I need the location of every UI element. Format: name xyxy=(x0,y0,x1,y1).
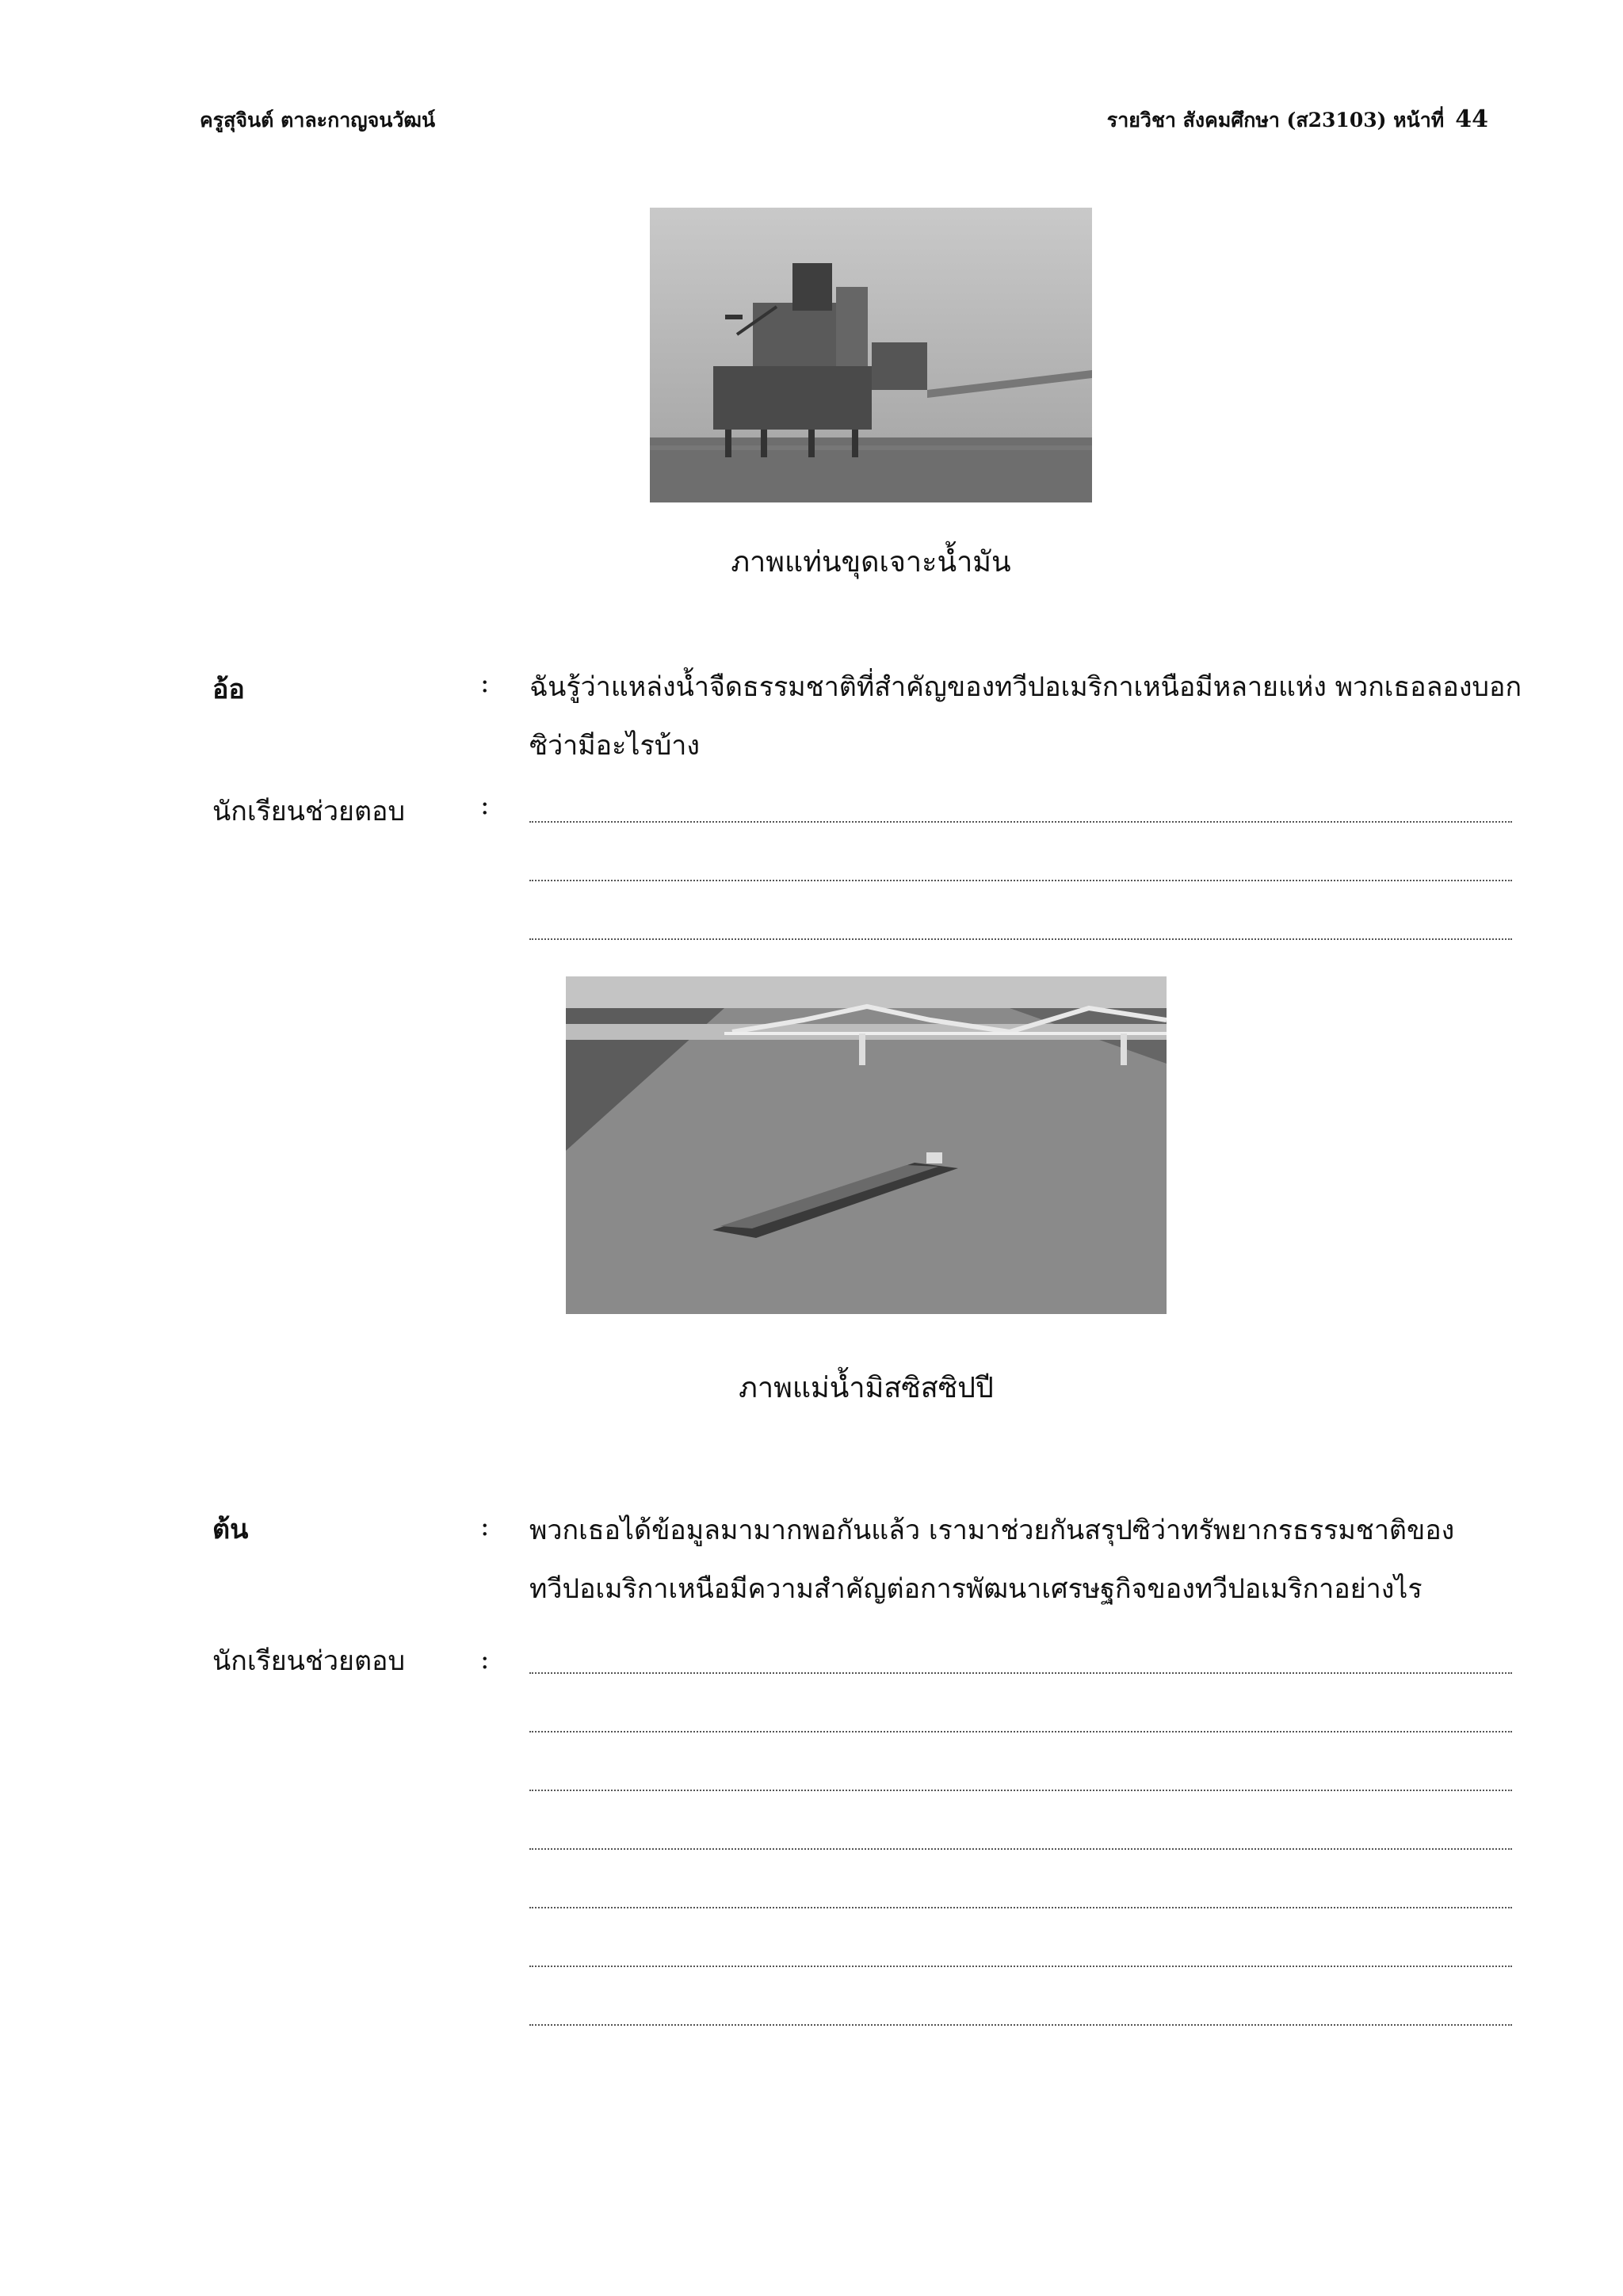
answer-label-2: นักเรียนช่วยตอบ xyxy=(212,1645,406,1677)
mississippi-river-photo xyxy=(566,976,1167,1314)
answer-line[interactable] xyxy=(529,1731,1512,1733)
figure-caption-2: ภาพแม่น้ำมิสซิสซิปปี xyxy=(739,1372,994,1404)
answer-line[interactable] xyxy=(529,2024,1512,2026)
answer-line[interactable] xyxy=(529,1790,1512,1791)
question-1-line-1: ฉันรู้ว่าแหล่งน้ำจืดธรรมชาติที่สำคัญของทวีปอเมริกาเหนือมีหลายแห่ง พวกเธอลองบอก xyxy=(529,671,1522,703)
oil-rig-photo xyxy=(650,208,1092,502)
answer-line[interactable] xyxy=(529,880,1512,881)
answer-line[interactable] xyxy=(529,821,1512,823)
figure-caption-1: ภาพแท่นขุดเจาะน้ำมัน xyxy=(731,546,1011,579)
answer-colon-2: : xyxy=(480,1644,490,1675)
speaker-name-2: ต้น xyxy=(212,1514,249,1545)
question-2-line-2: ทวีปอเมริกาเหนือมีความสำคัญต่อการพัฒนาเศรษฐกิจของทวีปอเมริกาอย่างไร xyxy=(529,1573,1423,1605)
speaker-colon-1: : xyxy=(480,667,490,699)
answer-line[interactable] xyxy=(529,1907,1512,1908)
answer-line[interactable] xyxy=(529,938,1512,940)
question-1-line-2: ซิว่ามีอะไรบ้าง xyxy=(529,730,700,762)
speaker-colon-2: : xyxy=(480,1511,490,1542)
question-2-line-1: พวกเธอได้ข้อมูลมามากพอกันแล้ว เรามาช่วยกันสรุปซิว่าทรัพยากรธรรมชาติของ xyxy=(529,1515,1455,1546)
header-subject xyxy=(1107,105,1488,136)
answer-label-1: นักเรียนช่วยตอบ xyxy=(212,796,406,827)
header-author: ครูสุจินต์ ตาละกาญจนวัฒน์ xyxy=(200,109,436,132)
answer-line[interactable] xyxy=(529,1672,1512,1674)
answer-colon-1: : xyxy=(480,789,490,821)
page-number: 44 xyxy=(1455,105,1488,133)
answer-line[interactable] xyxy=(529,1848,1512,1850)
speaker-name-1: อ้อ xyxy=(212,674,245,705)
header-subject-text: รายวิชา สังคมศึกษา (ส23103) หน้าที่ xyxy=(1106,109,1445,132)
answer-line[interactable] xyxy=(529,1966,1512,1967)
